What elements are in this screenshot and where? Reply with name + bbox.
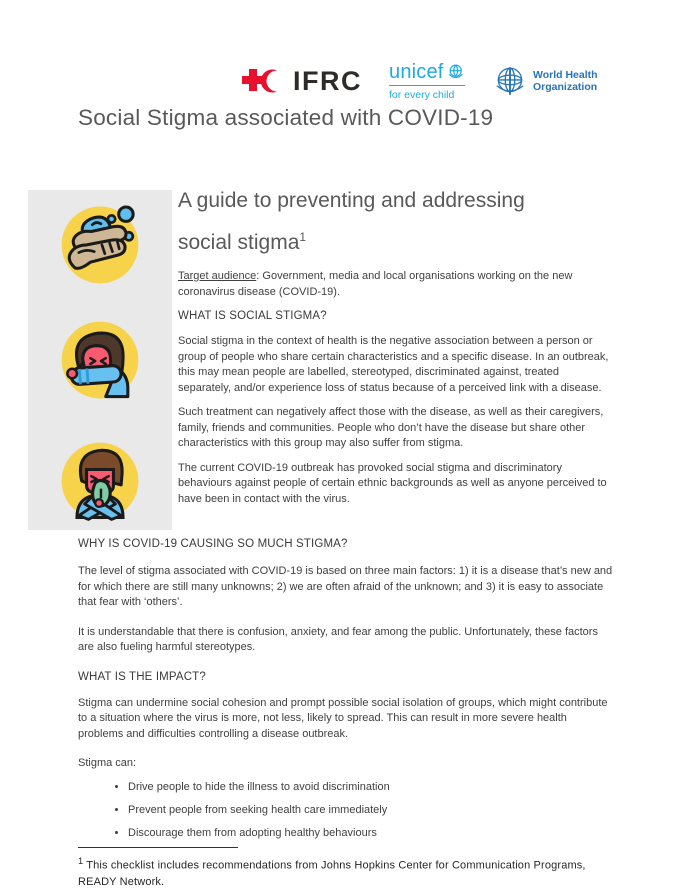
sneezing-into-elbow-icon [52,314,148,410]
who-emblem-icon [492,63,528,99]
subtitle: A guide to preventing and addressing social stigma$^1$ [178,189,525,254]
paragraph: It is understandable that there is confusion, anxiety, and fear among the public. Unfortunately, these factors are also fueling harmful stereotypes. [78,625,598,653]
footnote [78,847,624,890]
list-item: • Discourage them from adopting healthy behaviours [128,826,615,842]
main-body [78,537,615,849]
paragraph: The level of stigma associated with COVID-19 is based on three main factors: 1) it is a disease that’s new and for which there are still many unknowns; 2) we are often afraid of the unknown; and 3) it is easy to associate that fear with ‘others’. [78,565,613,608]
washing-hands-icon [52,195,148,291]
unicef-logo [389,62,465,101]
who-logo [492,63,598,99]
paragraph: Stigma can: [78,757,137,769]
list-item: • Drive people to hide the illness to avoid discrimination [128,780,615,796]
coughing-into-tissue-icon [52,433,148,529]
page-title: Social Stigma associated with COVID-19 [78,105,494,130]
footnote-marker-ref: 1 [299,230,307,244]
unicef-tagline: for every child [389,88,455,101]
paragraph: Social stigma in the context of health is the negative association between a person or group of people who share certain characteristics and a specific disease. In an outbreak, this may mean people are labelled, stereotyped, discriminated against, treated separately, and/or experience loss of status because of a perceived link with a disease. [178,335,609,394]
footnote-text: $^1$ This checklist includes recommendations from Johns Hopkins Center for Communication Programs, READY Network. [78,856,586,888]
unicef-divider [389,85,465,86]
logo-row [240,58,598,104]
paragraph: The current COVID-19 outbreak has provoked social stigma and discriminatory behaviours against people of certain ethnic backgrounds as well as anyone perceived to have been in contact with the virus. [178,461,607,505]
red-cross-crescent-icon [240,66,286,96]
unicef-wordmark: unicef [389,60,444,83]
ifrc-logo [240,66,362,96]
ifrc-wordmark: IFRC [293,65,362,96]
unicef-globe-icon [446,62,465,82]
footnote-divider [78,847,238,848]
footnote-marker: 1 [78,856,84,866]
paragraph: Stigma can undermine social cohesion and prompt possible social isolation of groups, which might contribute to a situation where the virus is more, not less, likely to spread. This can result in more severe health problems and difficulties controlling a disease outbreak. [78,696,608,740]
intro-column [178,183,614,516]
list-item: • Prevent people from seeking health care immediately [128,803,615,819]
section-heading-impact: WHAT IS THE IMPACT? [78,670,206,683]
target-audience: Target audience: Government, media and local organisations working on the new coronavirus disease (COVID-19). [178,270,573,298]
who-wordmark: World Health Organization [533,69,598,93]
section-heading-why-stigma: WHY IS COVID-19 CAUSING SO MUCH STIGMA? [78,538,348,550]
section-heading-what-is-social-stigma: WHAT IS SOCIAL STIGMA? [178,310,327,322]
stigma-effects-list [78,780,615,842]
target-audience-label: Target audience [178,270,257,282]
paragraph: Such treatment can negatively affect those with the disease, as well as their caregivers, family, friends and communities. People who don’t have the disease but share other characteristics with this group may also suffer from stigma. [178,406,604,449]
illustration-sidebar [28,190,172,530]
